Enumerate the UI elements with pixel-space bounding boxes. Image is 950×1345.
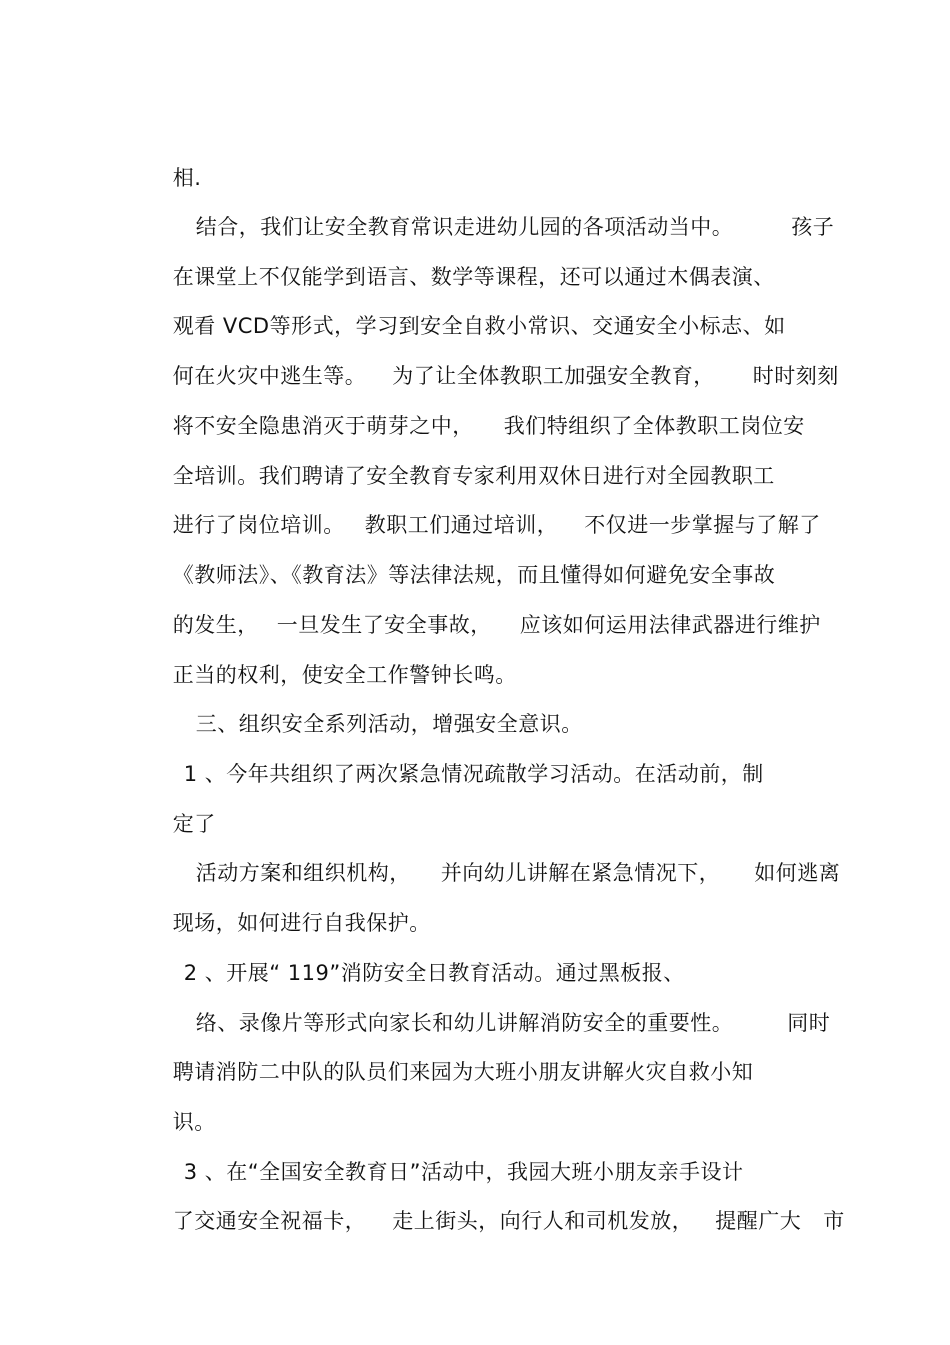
text-line-4 (144, 275, 786, 338)
text-line-9 (144, 524, 776, 587)
text-line-17 (155, 922, 685, 985)
text-line-8 (144, 474, 821, 537)
text-segment: 络、录像片等形式向家长和幼儿讲解消防安全的重要性。 (195, 1011, 734, 1035)
text-segment: 将不安全隐患消灭于萌芽之中， (172, 414, 474, 438)
text-line-21 (155, 1121, 744, 1184)
text-segment: 相. (172, 166, 202, 190)
text-line-2 (167, 176, 835, 239)
text-segment: 如何逃离 (754, 861, 841, 885)
text-line-22 (144, 1170, 845, 1233)
text-segment: 结合，我们让安全教育常识走进幼儿园的各项活动当中。 (195, 215, 734, 239)
text-segment: 了交通安全祝福卡， (172, 1209, 367, 1233)
text-segment: 1 、今年共组织了两次紧急情况疏散学习活动。在活动前，制 (183, 762, 764, 786)
text-segment: 活动方案和组织机构， (195, 861, 411, 885)
text-line-5 (144, 325, 839, 388)
text-segment: 同时 (787, 1011, 831, 1035)
text-segment: 正当的权利，使安全工作警钟长鸣。 (172, 663, 517, 687)
text-segment: 市 (823, 1209, 845, 1233)
text-line-16 (144, 872, 431, 935)
text-line-19 (144, 1021, 754, 1084)
text-segment: 时时刻刻 (752, 364, 839, 388)
text-line-7 (144, 425, 775, 488)
text-line-3 (144, 226, 775, 289)
text-line-18 (167, 972, 831, 1035)
text-line-12 (167, 673, 583, 736)
text-line-11 (144, 624, 517, 687)
text-line-10 (144, 574, 821, 637)
text-line-13 (155, 723, 764, 786)
text-segment: 的发生， (172, 613, 259, 637)
text-segment: 聘请消防二中队的队员们来园为大班小朋友讲解火灾自救小知 (172, 1060, 754, 1084)
text-segment: 并向幼儿讲解在紧急情况下， (440, 861, 721, 885)
text-line-6 (144, 375, 805, 438)
text-segment: 观看 VCD等形式，学习到安全自救小常识、交通安全小标志、如 (172, 314, 786, 338)
text-segment: 定了 (172, 812, 216, 836)
text-segment: 提醒广大 (715, 1209, 802, 1233)
text-segment: 在课堂上不仅能学到语言、数学等课程，还可以通过木偶表演、 (172, 265, 775, 289)
text-segment: 教职工们通过培训， (364, 513, 559, 537)
text-segment: 《教师法》、《教育法》等法律法规，而且懂得如何避免安全事故 (172, 563, 776, 587)
text-segment: 3 、在“全国安全教育日”活动中，我园大班小朋友亲手设计 (183, 1160, 744, 1184)
text-segment: 为了让全体教职工加强安全教育， (392, 364, 715, 388)
text-segment: 进行了岗位培训。 (172, 513, 345, 537)
text-segment: 识。 (172, 1110, 216, 1134)
text-line-14 (144, 773, 216, 836)
text-segment: 应该如何运用法律武器进行维护 (519, 613, 821, 637)
text-line-15 (167, 822, 841, 885)
text-segment: 我们特组织了全体教职工岗位安 (503, 414, 805, 438)
text-segment: 孩子 (791, 215, 835, 239)
section-heading: 三、组织安全系列活动，增强安全意识。 (195, 712, 583, 736)
text-segment: 现场，如何进行自我保护。 (172, 911, 431, 935)
text-segment: 不仅进一步掌握与了解了 (584, 513, 821, 537)
text-line-1 (144, 127, 202, 190)
text-segment: 何在火灾中逃生等。 (172, 364, 367, 388)
text-segment: 2 、开展“ 119”消防安全日教育活动。通过黑板报、 (183, 961, 685, 985)
text-segment: 全培训。我们聘请了安全教育专家利用双休日进行对全园教职工 (172, 464, 775, 488)
text-segment: 一旦发生了安全事故， (276, 613, 492, 637)
text-segment: 走上街头，向行人和司机发放， (392, 1209, 694, 1233)
text-line-20 (144, 1071, 216, 1134)
